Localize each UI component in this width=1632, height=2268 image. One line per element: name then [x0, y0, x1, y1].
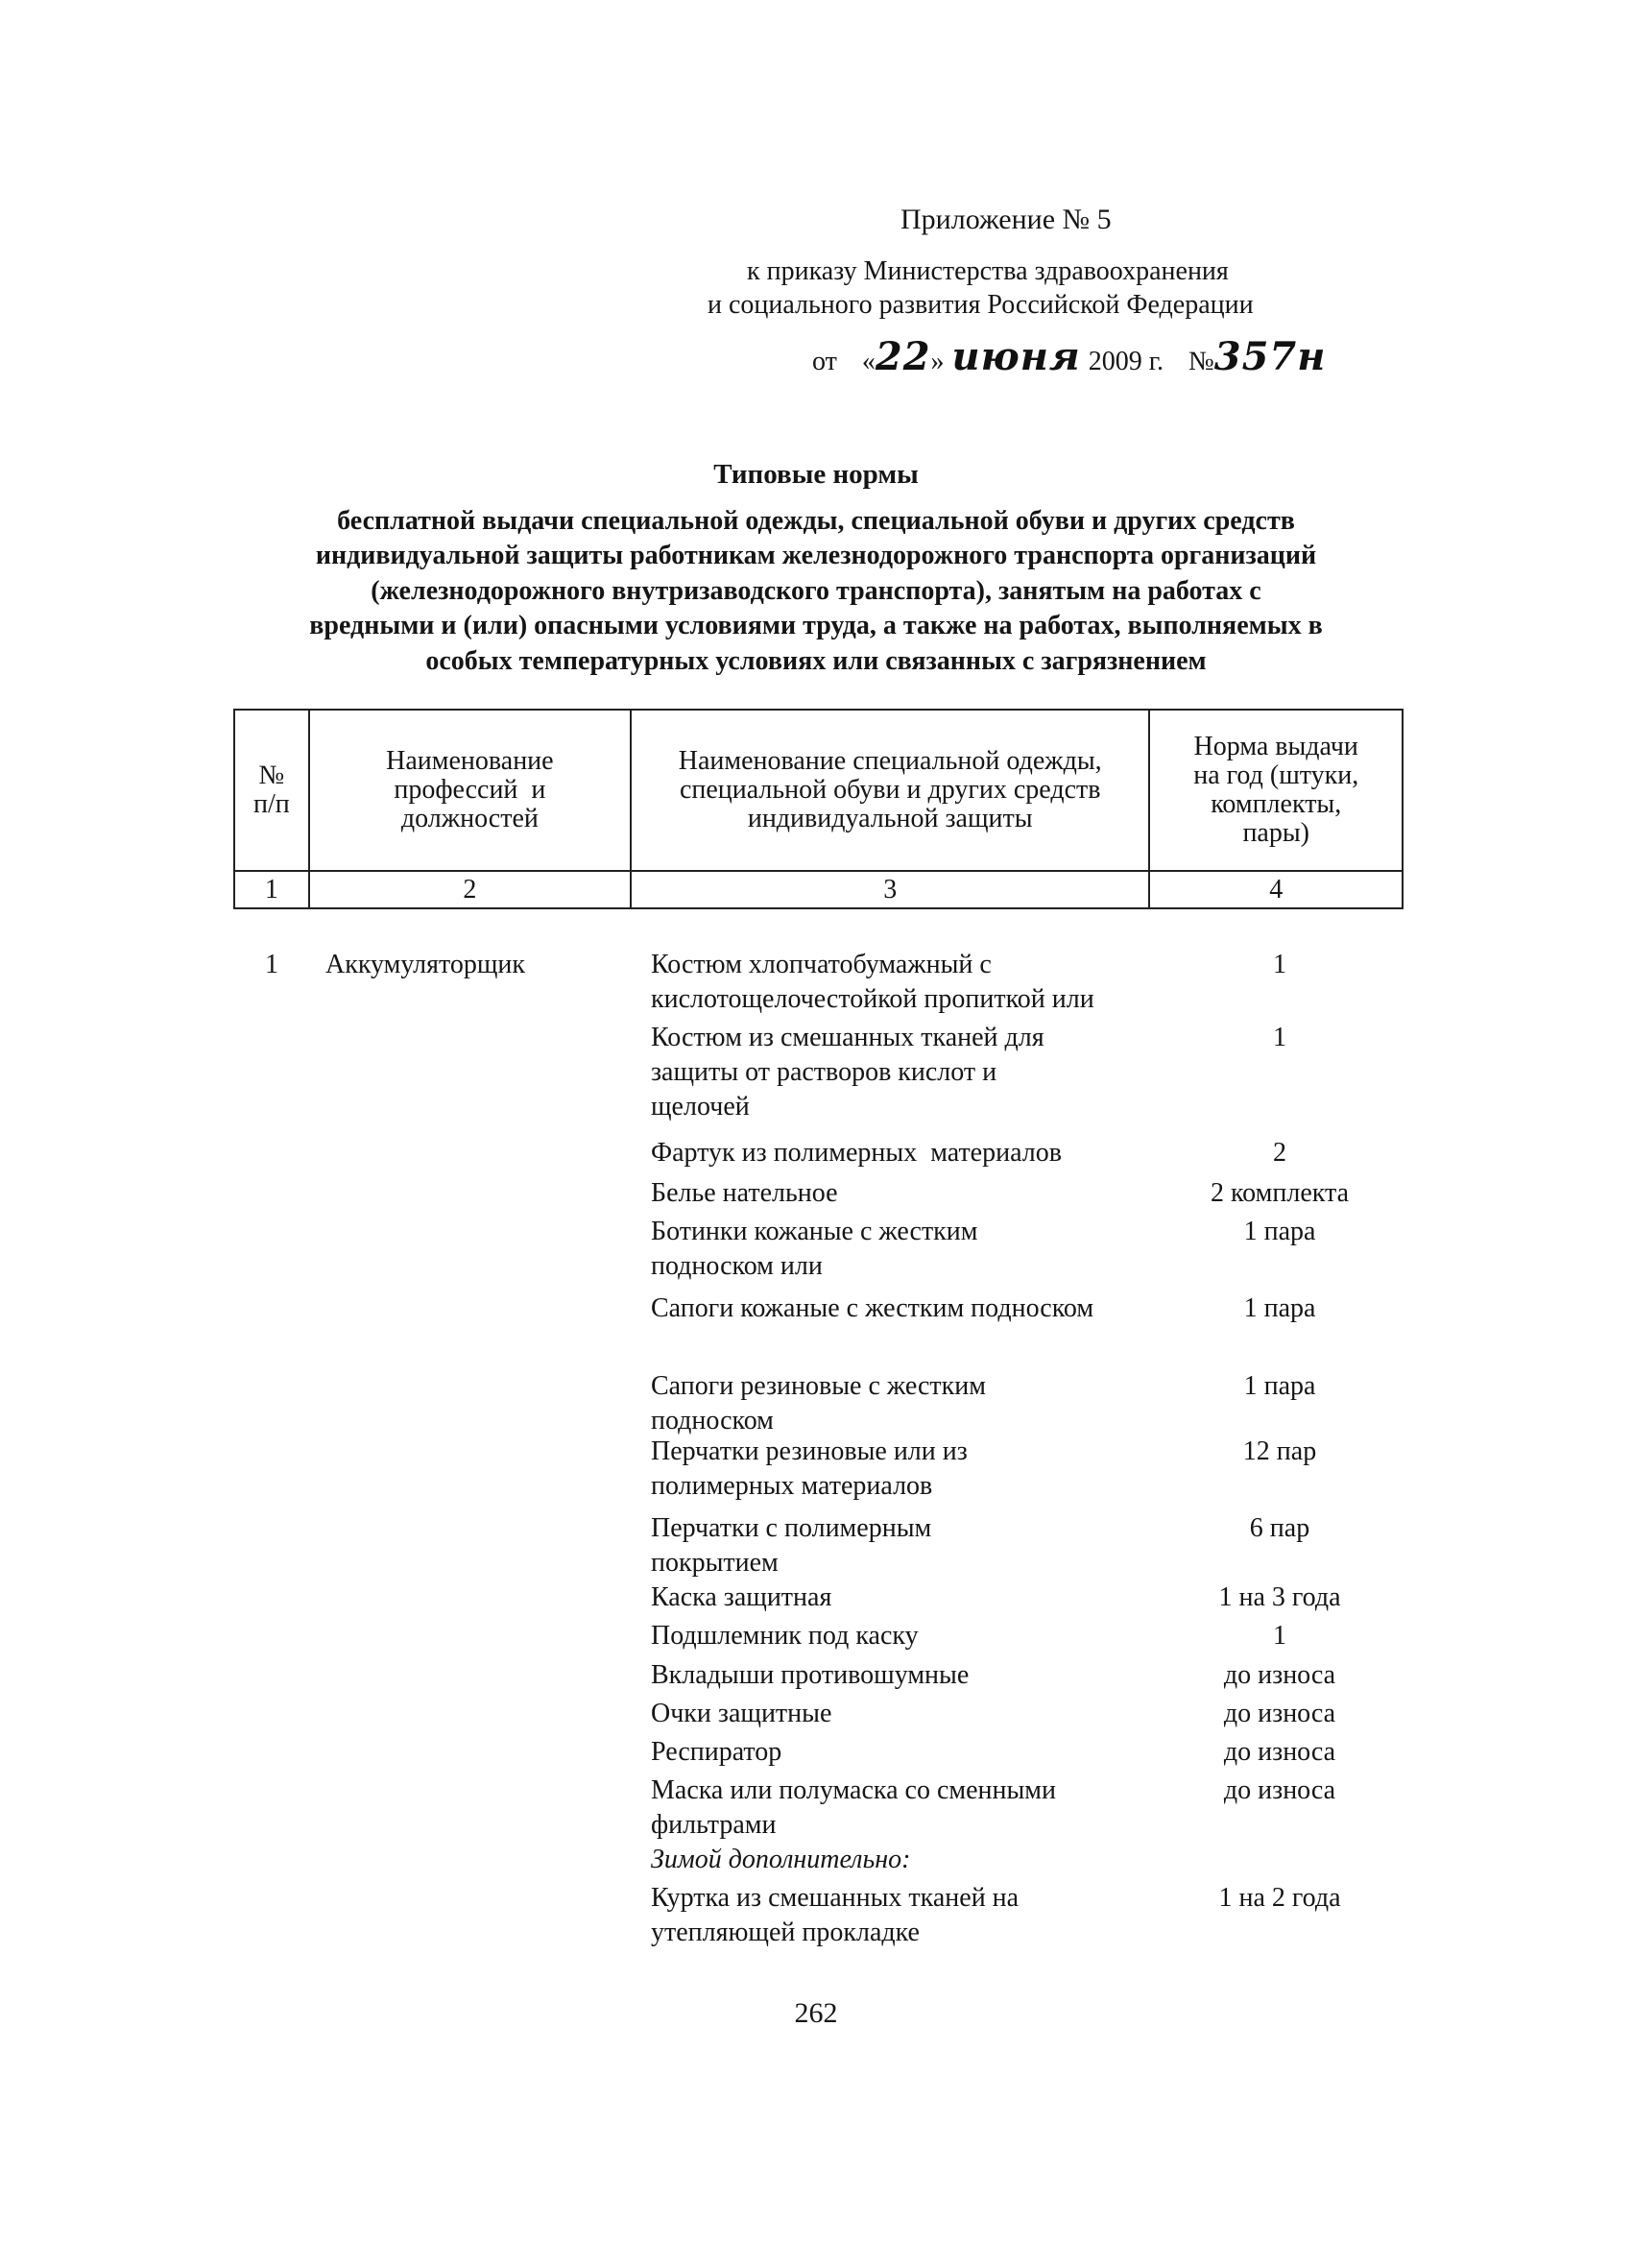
equipment-norm: 1	[1273, 1023, 1286, 1052]
date-open-quote: «	[861, 347, 876, 376]
column-number-3: 3	[631, 871, 1149, 908]
equipment-norm: до износа	[1223, 1660, 1336, 1690]
header-col-equipment-text: Наименование специальной одежды, специальной обуви и других средств индивидуальной защиты	[678, 746, 1102, 833]
equipment-item: Ботинки кожаные с жестким подноском или	[651, 1217, 978, 1281]
equipment-item: Перчатки резиновые или из полимерных материалов	[651, 1436, 968, 1501]
equipment-norm: до износа	[1223, 1737, 1336, 1767]
column-number-2: 2	[309, 871, 631, 908]
equipment-item: Каска защитная	[651, 1582, 832, 1612]
equipment-norm: 6 пар	[1249, 1513, 1310, 1543]
equipment-norm: до износа	[1223, 1775, 1336, 1805]
equipment-item: Перчатки с полимерным покрытием	[651, 1513, 932, 1578]
handwritten-order-number: 357н	[1213, 334, 1327, 379]
equipment-norm: 1 пара	[1243, 1293, 1316, 1323]
header-col-number	[234, 710, 309, 871]
date-year: 2009 г.	[1088, 347, 1164, 376]
appendix-title: Приложение № 5	[900, 204, 1112, 235]
title-line: бесплатной выдачи специальной одежды, специальной обуви и других средств	[337, 505, 1295, 536]
winter-additional-label: Зимой дополнительно:	[651, 1845, 911, 1874]
date-prefix: от	[812, 347, 837, 376]
order-date-line	[812, 334, 1326, 379]
title-line: особых температурных условиях или связанных с загрязнением	[425, 645, 1207, 676]
appendix-order-line-1: к приказу Министерства здравоохранения	[747, 256, 1229, 286]
equipment-item: Сапоги резиновые с жестким подноском	[651, 1371, 986, 1436]
equipment-norm: 2	[1273, 1138, 1286, 1168]
equipment-item: Респиратор	[651, 1737, 782, 1767]
equipment-norm: 1 пара	[1243, 1371, 1316, 1401]
header-col-equipment	[631, 710, 1149, 871]
equipment-item: Костюм из смешанных тканей для защиты от растворов кислот и щелочей	[651, 1023, 1044, 1122]
equipment-norm: 2 комплекта	[1211, 1178, 1349, 1208]
equipment-norm: 1 на 3 года	[1218, 1582, 1341, 1612]
title-line: вредными и (или) опасными условиями труда, а также на работах, выполняемых в	[309, 611, 1323, 640]
title-line: (железнодорожного внутризаводского транспорта), занятым на работах с	[371, 575, 1261, 606]
header-col-profession-text: Наименование профессий и должностей	[386, 746, 554, 833]
column-number-4: 4	[1149, 871, 1403, 908]
header-col-number-text: № п/п	[253, 760, 290, 819]
title-main: Типовые нормы	[713, 459, 919, 490]
column-number-1: 1	[234, 871, 309, 908]
date-close-quote: »	[930, 347, 945, 376]
header-col-norm	[1149, 710, 1403, 871]
norms-table-header	[233, 709, 1404, 909]
equipment-item: Очки защитные	[651, 1699, 832, 1728]
equipment-item: Фартук из полимерных материалов	[651, 1138, 1062, 1168]
equipment-item: Куртка из смешанных тканей на утепляющей прокладке	[651, 1883, 1020, 1947]
equipment-norm: 1 на 2 года	[1218, 1883, 1341, 1913]
handwritten-day: 22	[875, 334, 931, 379]
equipment-norm: 1	[1273, 1621, 1286, 1651]
equipment-norm: 12 пар	[1242, 1436, 1317, 1466]
equipment-item: Костюм хлопчатобумажный с кислотощелочестойкой пропиткой или	[651, 950, 1094, 1014]
equipment-norm: до износа	[1223, 1699, 1336, 1728]
equipment-item: Сапоги кожаные с жестким подноском	[651, 1293, 1094, 1323]
equipment-item: Подшлемник под каску	[651, 1621, 919, 1651]
row-profession: Аккумуляторщик	[325, 950, 526, 979]
equipment-item: Белье нательное	[651, 1178, 838, 1208]
handwritten-month: июня	[951, 334, 1081, 379]
title-line: индивидуальной защиты работникам железнодорожного транспорта организаций	[315, 541, 1317, 570]
equipment-item: Маска или полумаска со сменными фильтрами	[651, 1775, 1056, 1840]
header-col-norm-text: Норма выдачи на год (штуки, комплекты, пары)	[1193, 732, 1359, 848]
page-number: 262	[794, 1997, 838, 2029]
header-col-profession	[309, 710, 631, 871]
equipment-norm: 1	[1273, 950, 1286, 979]
equipment-norm: 1 пара	[1243, 1217, 1316, 1246]
row-number: 1	[265, 950, 278, 979]
document-title	[173, 457, 1459, 679]
equipment-item: Вкладыши противошумные	[651, 1660, 970, 1690]
number-prefix: №	[1188, 347, 1214, 376]
appendix-order-line-2: и социального развития Российской Федерации	[708, 290, 1254, 320]
